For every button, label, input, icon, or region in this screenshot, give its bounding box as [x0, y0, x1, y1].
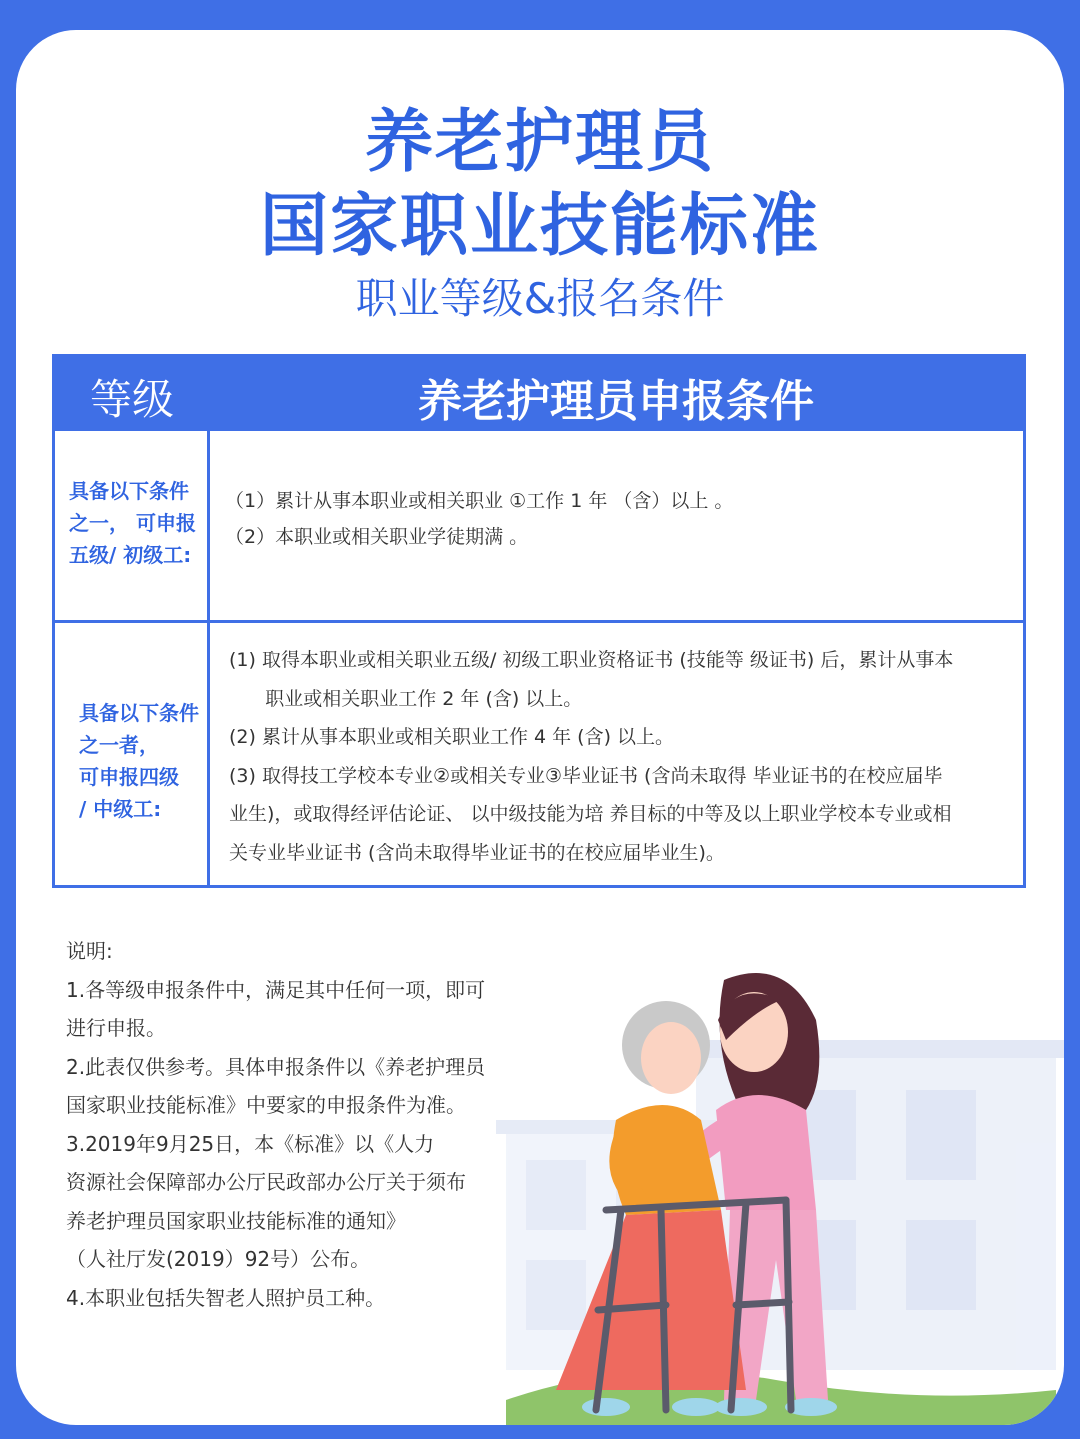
level-text: 具备以下条件: [79, 701, 199, 725]
level-text: 可申报四级: [79, 765, 179, 789]
level-text: 之一者，: [79, 733, 159, 757]
header-conditions: 养老护理员申报条件: [418, 376, 814, 427]
note-line: 4.本职业包括失智老人照护员工种。: [66, 1285, 386, 1310]
condition-line: （1）累计从事本职业或相关职业 ①工作 1 年 （含）以上 。: [225, 490, 734, 512]
title-line-2: 国家职业技能标准: [259, 187, 820, 266]
note-line: 养老护理员国家职业技能标准的通知》: [66, 1208, 406, 1233]
note-line: 国家职业技能标准》中要家的申报条件为准。: [66, 1093, 466, 1117]
condition-line: （2）本职业或相关职业学徒期满 。: [225, 526, 529, 548]
subtitle: 职业等级&报名条件: [355, 274, 725, 323]
note-line: 资源社会保障部办公厅民政部办公厅关于须布: [66, 1170, 466, 1194]
table-header: [55, 357, 1023, 431]
header-level: 等级: [89, 375, 174, 424]
note-line: 进行申报。: [66, 1016, 166, 1040]
level-text: / 中级工:: [79, 797, 162, 821]
level-cell-grade5: [69, 475, 205, 571]
level-cell-grade4: [79, 697, 199, 825]
level-text: 五级/ 初级工:: [69, 543, 192, 567]
conditions-table: [52, 354, 1026, 888]
row-divider: [55, 620, 1023, 623]
note-line: 2.此表仅供参考。具体申报条件以《养老护理员: [66, 1054, 486, 1079]
column-divider: [207, 431, 210, 885]
note-line: （人社厅发(2019）92号）公布。: [66, 1247, 371, 1271]
conditions-cell-grade4: [229, 641, 1019, 872]
level-text: 之一， 可申报: [69, 511, 196, 535]
condition-line: (2) 累计从事本职业或相关职业工作 4 年 (含) 以上。: [229, 726, 675, 748]
note-line: 1.各等级申报条件中，满足其中任何一项，即可: [66, 977, 486, 1002]
title-line-1: 养老护理员: [364, 103, 715, 182]
condition-line: 业生)，或取得经评估论证、 以中级技能为培 养目标的中等及以上职业学校本专业或相: [229, 803, 952, 825]
condition-line: (3) 取得技工学校本专业②或相关专业③毕业证书 (含尚未取得 毕业证书的在校应届毕: [229, 764, 943, 787]
caregiver-illustration: [486, 960, 1064, 1425]
condition-line: 职业或相关职业工作 2 年 (含) 以上。: [229, 687, 583, 710]
conditions-cell-grade5: [225, 483, 1015, 555]
level-text: 具备以下条件: [69, 479, 189, 503]
note-line: 3.2019年9月25日，本《标准》以《人力: [66, 1131, 435, 1156]
condition-line: 关专业毕业证书 (含尚未取得毕业证书的在校应届毕业生)。: [229, 841, 725, 864]
poster-card: [16, 30, 1064, 1425]
notes-heading: 说明:: [66, 939, 113, 963]
condition-line: (1) 取得本职业或相关职业五级/ 初级工职业资格证书 (技能等 级证书) 后，累计从事本: [229, 649, 954, 671]
notes-section: [66, 932, 536, 1317]
